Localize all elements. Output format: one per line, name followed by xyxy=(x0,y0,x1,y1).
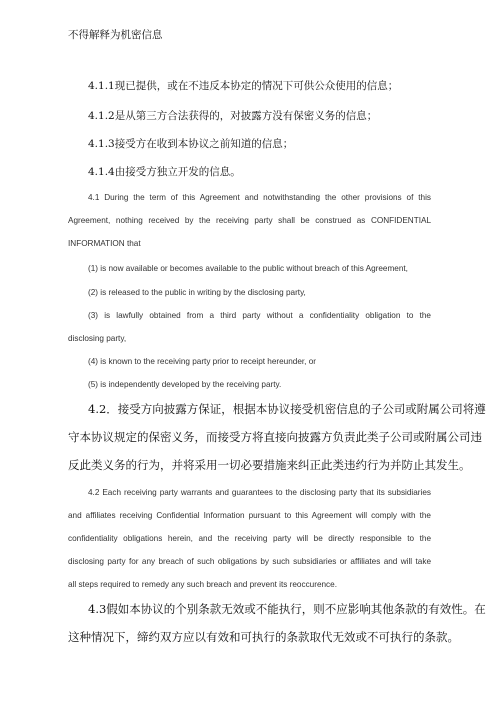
clause-4-2-zh-line-1: 4.2．接受方向披露方保证，根据本协议接受机密信息的子公司或附属公司将遵 xyxy=(88,402,486,416)
clause-4-1-en-item-3-cont: disclosing party, xyxy=(68,334,127,343)
clause-4-2-en-line-5: all steps required to remedy any such breach and prevent its reoccurence. xyxy=(68,580,337,589)
clause-4-1-en-line-1: 4.1 During the term of this Agreement and notwithstanding the other provisions of this xyxy=(88,193,431,202)
clause-4-1-2-zh: 4.1.2是从第三方合法获得的，对披露方没有保密义务的信息； xyxy=(88,110,378,122)
clause-4-2-zh-line-3: 反此类义务的行为，并将采用一切必要措施来纠正此类违约行为并防止其发生。 xyxy=(68,458,471,472)
clause-4-2-zh-line-2: 守本协议规定的保密义务，而接受方将直接向披露方负责此类子公司或附属公司违 xyxy=(68,430,482,444)
clause-4-1-en-item-4: (4) is known to the receiving party prior to receipt hereunder, or xyxy=(88,357,316,366)
clause-4-3-zh-line-1: 4.3假如本协议的个别条款无效或不能执行，则不应影响其他条款的有效性。在 xyxy=(88,602,486,616)
clause-4-3-zh-line-2: 这种情况下，缔约双方应以有效和可执行的条款取代无效或不可执行的条款。 xyxy=(68,630,459,644)
clause-4-1-en-line-2: Agreement, nothing received by the receiving party shall be construed as CONFIDENTIAL xyxy=(68,216,431,225)
clause-4-1-en-item-3: (3) is lawfully obtained from a third party without a confidentiality obligation to the xyxy=(88,311,431,320)
clause-4-2-en-line-3: confidentiality obligations herein, and the receiving party will be directly responsible to the xyxy=(68,534,431,543)
clause-4-1-en-item-1: (1) is now available or becomes available to the public without breach of this Agreement, xyxy=(88,264,408,273)
clause-4-1-en-line-3: INFORMATION that xyxy=(68,239,141,248)
clause-4-2-en-line-2: and affiliates receiving Confidential Information pursuant to this Agreement will comply with the xyxy=(68,511,431,520)
clause-4-1-3-zh: 4.1.3接受方在收到本协议之前知道的信息； xyxy=(88,138,294,150)
clause-4-2-en-line-4: disclosing party for any breach of such obligations by such subsidiaries or affiliates and will take xyxy=(68,557,431,566)
clause-4-1-4-zh: 4.1.4由接受方独立开发的信息。 xyxy=(88,166,241,178)
clause-4-1-en-item-2: (2) is released to the public in writing by the disclosing party, xyxy=(88,288,306,297)
clause-4-1-zh-heading: 不得解释为机密信息 xyxy=(68,29,163,41)
clause-4-1-en-item-5: (5) is independently developed by the receiving party. xyxy=(88,380,282,389)
clause-4-2-en-line-1: 4.2 Each receiving party warrants and guarantees to the disclosing party that its subsidiaries xyxy=(88,488,431,497)
clause-4-1-1-zh: 4.1.1现已提供，或在不违反本协定的情况下可供公众使用的信息； xyxy=(88,80,399,92)
